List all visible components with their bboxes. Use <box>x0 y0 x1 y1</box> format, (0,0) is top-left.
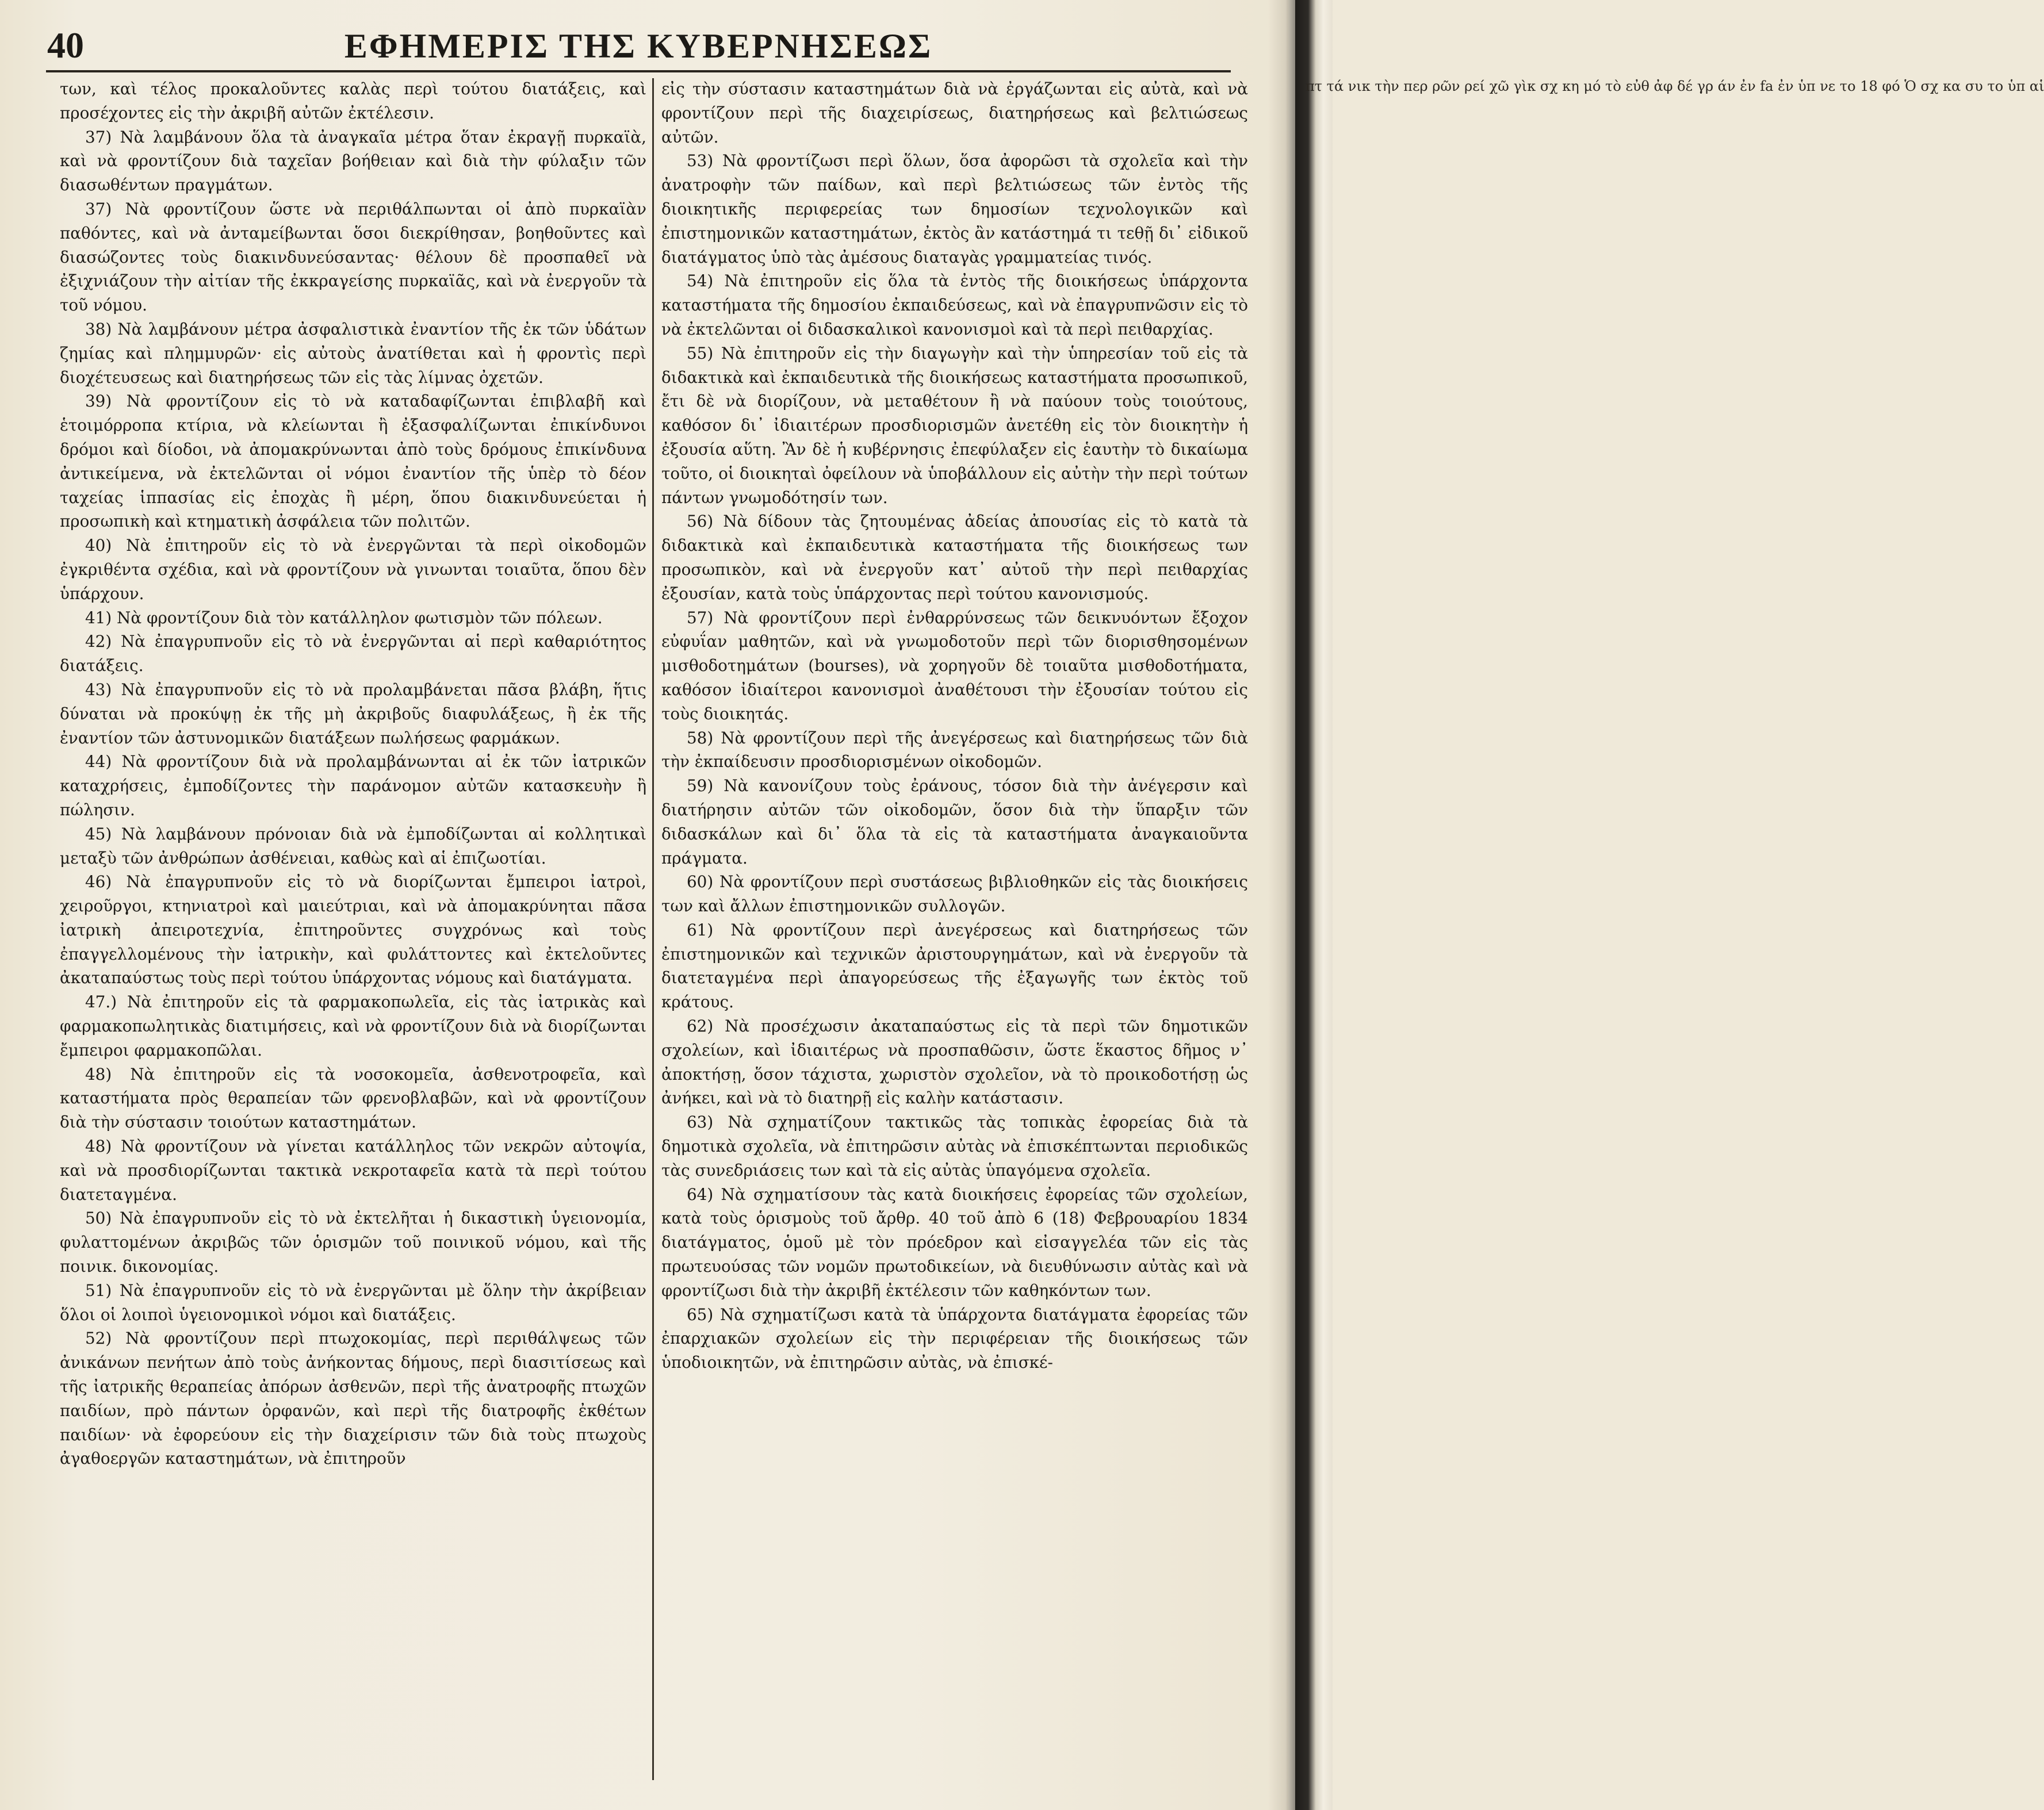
paragraph: 38) Νὰ λαμβάνουν μέτρα ἀσφαλιστικὰ ἐναντίον τῆς ἐκ τῶν ὑδάτων ζημίας καὶ πλημμυρῶν· εἰς αὐτοὺς ἀνατίθεται καὶ ἡ φροντὶς περὶ διοχέτευσεως καὶ διατηρήσεως τῶν εἰς τὰς λίμνας ὀχετῶν. <box>60 319 646 387</box>
paragraph: 39) Νὰ φροντίζουν εἰς τὸ νὰ καταδαφίζωνται ἐπιβλαβῆ καὶ ἑτοιμόρροπα κτίρια, νὰ κλείωνται ἢ ἐξασφαλίζωνται ἐπικίνδυνοι δρόμοι καὶ δίοδοι, νὰ ἀπομακρύνωνται ἀπὸ τοὺς δρόμους ἐπικίνδυνα ἀντικείμενα, νὰ ἐκτελῶνται οἱ νόμοι ἐναντίον τῆς ὑπὲρ τὸ δέον ταχείας ἱππασίας εἰς ἐποχὰς ἢ μέρη, ὅπου διακινδυνεύεται ἡ προσωπικὴ καὶ κτηματικὴ ἀσφάλεια τῶν πολιτῶν. <box>60 392 646 531</box>
paragraph: 47.) Νὰ ἐπιτηροῦν εἰς τὰ φαρμακοπωλεῖα, εἰς τὰς ἰατρικὰς καὶ φαρμακοπωλητικὰς διατιμήσεις, καὶ νὰ φροντίζουν διὰ νὰ διορίζωνται ἔμπειροι φαρμακοπῶλαι. <box>60 992 646 1060</box>
paragraph: 53) Νὰ φροντίζωσι περὶ ὅλων, ὅσα ἀφορῶσι τὰ σχολεῖα καὶ τὴν ἀνατροφὴν τῶν παίδων, καὶ περὶ βελτιώσεως τῶν ἐντὸς τῆς διοικητικῆς περιφερείας των δημοσίων τεχνολογικῶν καὶ ἐπιστημονικῶν καταστημάτων, ἐκτὸς ἂν κατάστημά τι τεθῇ δι᾽ εἰδικοῦ διατάγματος ὑπὸ τὰς ἀμέσους διαταγὰς γραμματείας τινός. <box>661 151 1248 267</box>
running-title: ΕΦΗΜΕΡΙΣ ΤΗΣ ΚΥΒΕΡΝΗΣΕΩΣ <box>344 27 933 65</box>
adjacent-page-text: πτ τά νικ τὴν περ ρῶν ρεί χῶ γὶκ σχ κη μό τὸ εὐθ ἀφ δέ γρ άν ἐν fa ἐν ὑπ νε το 18 φό Ὁ σχ κα συ το ὑπ αἱ <box>1306 78 2044 94</box>
paragraph: 59) Νὰ κανονίζουν τοὺς ἐράνους, τόσον διὰ τὴν ἀνέγερσιν καὶ διατήρησιν αὐτῶν τῶν οἰκοδομῶν, ὅσον διὰ τὴν ὕπαρξιν τῶν διδασκάλων καὶ δι᾽ ὅλα τὰ εἰς τὰ καταστήματα ἀναγκαιοῦντα πράγματα. <box>661 776 1248 868</box>
paragraph: 58) Νὰ φροντίζουν περὶ τῆς ἀνεγέρσεως καὶ διατηρήσεως τῶν διὰ τὴν ἐκπαίδευσιν προσδιορισμένων οἰκοδομῶν. <box>661 728 1248 772</box>
paragraph: 45) Νὰ λαμβάνουν πρόνοιαν διὰ νὰ ἐμποδίζωνται αἱ κολλητικαὶ μεταξὺ τῶν ἀνθρώπων ἀσθένειαι, καθὼς καὶ αἱ ἐπιζωοτίαι. <box>60 824 646 868</box>
paragraph: 55) Νὰ ἐπιτηροῦν εἰς τὴν διαγωγὴν καὶ τὴν ὑπηρεσίαν τοῦ εἰς τὰ διδακτικὰ καὶ ἐκπαιδευτικὰ τῆς διοικήσεως καταστήματα προσωπικοῦ, ἔτι δὲ νὰ διορίζουν, νὰ μεταθέτουν ἢ νὰ παύουν τοὺς τοιούτους, καθόσον δι᾽ ἰδιαιτέρων προσδιορισμῶν ἀνετέθη εἰς τὸν διοικητὴν ἡ ἐξουσία αὕτη. Ἂν δὲ ἡ κυβέρνησις ἐπεφύλαξεν εἰς ἑαυτὴν τὸ δικαίωμα τοῦτο, οἱ διοικηταὶ ὀφείλουν νὰ ὑποβάλλουν εἰς αὐτὴν τὴν περὶ τούτων πάντων γνωμοδότησίν των. <box>661 343 1248 507</box>
paragraph: 52) Νὰ φροντίζουν περὶ πτωχοκομίας, περὶ περιθάλψεως τῶν ἀνικάνων πενήτων ἀπὸ τοὺς ἀνήκοντας δήμους, περὶ διασιτίσεως καὶ τῆς ἰατρικῆς θεραπείας ἀπόρων ἀσθενῶν, περὶ τῆς ἀνατροφῆς πτωχῶν παιδίων, πρὸ πάντων ὀρφανῶν, καὶ περὶ τῆς διατροφῆς ἐκθέτων παιδίων· νὰ ἐφορεύουν εἰς τὴν διαχείρισιν τῶν διὰ τοὺς πτωχοὺς ἀγαθοεργῶν καταστημάτων, νὰ ἐπιτηροῦν <box>60 1329 646 1468</box>
paragraph: 37) Νὰ λαμβάνουν ὅλα τὰ ἀναγκαῖα μέτρα ὅταν ἐκραγῇ πυρκαϊὰ, καὶ νὰ φροντίζουν διὰ ταχεῖαν βοήθειαν καὶ διὰ τὴν φύλαξιν τῶν διασωθέντων πραγμάτων. <box>60 127 646 195</box>
paragraph: 42) Νὰ ἐπαγρυπνοῦν εἰς τὸ νὰ ἐνεργῶνται αἱ περὶ καθαριότητος διατάξεις. <box>60 632 646 676</box>
paragraph: 40) Νὰ ἐπιτηροῦν εἰς τὸ νὰ ἐνεργῶνται τὰ περὶ οἰκοδομῶν ἐγκριθέντα σχέδια, καὶ νὰ φροντίζουν νὰ γινωνται τοιαῦτα, ὅπου δὲν ὑπάρχουν. <box>60 536 646 603</box>
paragraph: 41) Νὰ φροντίζουν διὰ τὸν κατάλληλον φωτισμὸν τῶν πόλεων. <box>85 608 603 627</box>
page-number: 40 <box>47 25 84 66</box>
paragraph: 63) Νὰ σχηματίζουν τακτικῶς τὰς τοπικὰς ἐφορείας διὰ τὰ δημοτικὰ σχολεῖα, νὰ ἐπιτηρῶσιν αὐτὰς νὰ ἐπισκέπτωνται περιοδικῶς τὰς συνεδριάσεις των καὶ τὰ εἰς αὐτὰς ὑπαγόμενα σχολεῖα. <box>661 1113 1248 1180</box>
paragraph: 48) Νὰ φροντίζουν νὰ γίνεται κατάλληλος τῶν νεκρῶν αὐτοψία, καὶ νὰ προσδιορίζωνται τακτικὰ νεκροταφεῖα κατὰ τὰ περὶ τούτου διατεταγμένα. <box>60 1137 646 1204</box>
paragraph: 64) Νὰ σχηματίσουν τὰς κατὰ διοικήσεις ἐφορείας τῶν σχολείων, κατὰ τοὺς ὁρισμοὺς τοῦ ἄρθρ. 40 τοῦ ἀπὸ 6 (18) Φεβρουαρίου 1834 διατάγματος, ὁμοῦ μὲ τὸν πρόεδρον καὶ εἰσαγγελέα τῶν εἰς τὰς πρωτευούσας τῶν νομῶν πρωτοδικείων, νὰ διευθύνωσιν αὐτὰς καὶ νὰ φροντίζωσι διὰ τὴν ἀκριβῆ ἐκτέλεσιν τῶν καθηκόντων των. <box>661 1184 1248 1300</box>
paragraph: 51) Νὰ ἐπαγρυπνοῦν εἰς τὸ νὰ ἐνεργῶνται μὲ ὅλην τὴν ἀκρίβειαν ὅλοι οἱ λοιποὶ ὑγειονομικοὶ νόμοι καὶ διατάξεις. <box>60 1280 646 1324</box>
right-column <box>661 77 1248 1779</box>
paragraph: εἰς τὴν σύστασιν καταστημάτων διὰ νὰ ἐργάζωνται εἰς αὐτὰ, καὶ νὰ φροντίζουν περὶ τῆς διαχειρίσεως, διατηρήσεως καὶ βελτιώσεως αὐτῶν. <box>661 79 1248 147</box>
paragraph: 43) Νὰ ἐπαγρυπνοῦν εἰς τὸ νὰ προλαμβάνεται πᾶσα βλάβη, ἥτις δύναται νὰ προκύψῃ ἐκ τῆς μὴ ἀκριβοῦς διαφυλάξεως, ἢ ἐκ τῆς ἐναντίον τῶν ἀστυνομικῶν διατάξεων πωλήσεως φαρμάκων. <box>60 680 646 747</box>
paragraph: 57) Νὰ φροντίζουν περὶ ἐνθαρρύνσεως τῶν δεικνυόντων ἔξοχον εὐφυΐαν μαθητῶν, καὶ νὰ γνωμοδοτοῦν περὶ τῶν διορισθησομένων μισθοδοτημάτων (bourses), νὰ χορηγοῦν δὲ τοιαῦτα μισθοδοτήματα, καθόσον ἰδιαίτεροι κανονισμοὶ ἀναθέτουσι τὴν ἐξουσίαν τούτου εἰς τοὺς διοικητάς. <box>661 608 1248 723</box>
paragraph: 37) Νὰ φροντίζουν ὥστε νὰ περιθάλπωνται οἱ ἀπὸ πυρκαϊὰν παθόντες, καὶ νὰ ἀνταμείβωνται ὅσοι διεκρίθησαν, βοηθοῦντες καὶ διασώζοντες τοὺς διακινδυνεύσαντας· θέλουν δὲ προσπαθεῖ νὰ ἐξιχνιάζουν τὴν αἰτίαν τῆς ἐκκραγείσης πυρκαϊᾶς, καὶ νὰ ἐνεργοῦν τὰ τοῦ νόμου. <box>60 199 646 315</box>
header-rule <box>46 70 1231 72</box>
paragraph: 50) Νὰ ἐπαγρυπνοῦν εἰς τὸ νὰ ἐκτελῆται ἡ δικαστικὴ ὑγειονομία, φυλαττομένων ἀκριβῶς τῶν ὁρισμῶν τοῦ ποινικοῦ νόμου, καὶ τῆς ποινικ. δικονομίας. <box>60 1209 646 1276</box>
column-divider <box>652 78 654 1780</box>
page-fold-shadow <box>1268 0 1297 1810</box>
paragraph: 44) Νὰ φροντίζουν διὰ νὰ προλαμβάνωνται αἱ ἐκ τῶν ἰατρικῶν καταχρήσεις, ἐμποδίζοντες τὴν παράνομον αὐτῶν κατασκευὴν ἢ πώλησιν. <box>60 752 646 819</box>
left-column <box>60 77 646 1779</box>
page-header <box>40 17 1237 69</box>
paragraph: 56) Νὰ δίδουν τὰς ζητουμένας ἀδείας ἀπουσίας εἰς τὸ κατὰ τὰ διδακτικὰ καὶ ἐκπαιδευτικὰ καταστήματα τῆς διοικήσεως των προσωπικὸν, καὶ νὰ ἐνεργοῦν κατ᾽ αὐτοῦ τὴν περὶ πειθαρχίας ἐξουσίαν, κατὰ τοὺς ὑπάρχοντας περὶ τούτου κανονισμούς. <box>661 512 1248 603</box>
paragraph: 61) Νὰ φροντίζουν περὶ ἀνεγέρσεως καὶ διατηρήσεως τῶν ἐπιστημονικῶν καὶ τεχνικῶν ἀριστουργημάτων, καὶ νὰ ἐνεργοῦν τὰ διατεταγμένα περὶ ἀπαγορεύσεως τῆς ἐξαγωγῆς των ἐκτὸς τοῦ κράτους. <box>661 920 1248 1012</box>
paragraph: των, καὶ τέλος προκαλοῦντες καλὰς περὶ τούτου διατάξεις, καὶ προσέχοντες εἰς τὴν ἀκριβῆ αὐτῶν ἐκτέλεσιν. <box>60 79 646 122</box>
paragraph: 62) Νὰ προσέχωσιν ἀκαταπαύστως εἰς τὰ περὶ τῶν δημοτικῶν σχολείων, καὶ ἰδιαιτέρως νὰ προσπαθῶσιν, ὥστε ἕκαστος δῆμος ν᾽ ἀποκτήσῃ, ὅσον τάχιστα, χωριστὸν σχολεῖον, νὰ τὸ προικοδοτήσῃ ὡς ἀνήκει, καὶ νὰ τὸ διατηρῇ εἰς καλὴν κατάστασιν. <box>661 1017 1248 1108</box>
paragraph: 65) Νὰ σχηματίζωσι κατὰ τὰ ὑπάρχοντα διατάγματα ἐφορείας τῶν ἐπαρχιακῶν σχολείων εἰς τὴν περιφέρειαν τῆς διοικήσεως τῶν ὑποδιοικητῶν, νὰ ἐπιτηρῶσιν αὐτὰς, νὰ ἐπισκέ- <box>661 1305 1248 1372</box>
paragraph: 46) Νὰ ἐπαγρυπνοῦν εἰς τὸ νὰ διορίζωνται ἔμπειροι ἰατροὶ, χειροῦργοι, κτηνιατροὶ καὶ μαιεύτριαι, καὶ νὰ ἀπομακρύνηται πᾶσα ἰατρικὴ ἀπειροτεχνία, ἐπιτηροῦντες συγχρόνως καὶ τοὺς ἐπαγγελλομένους τὴν ἰατρικὴν, καὶ φυλάττοντες καὶ ἐκτελοῦντες ἀκαταπαύστως τοὺς περὶ τούτου ὑπάρχοντας νόμους καὶ διατάγματα. <box>60 872 646 988</box>
paragraph: 60) Νὰ φροντίζουν περὶ συστάσεως βιβλιοθηκῶν εἰς τὰς διοικήσεις των καὶ ἄλλων ἐπιστημονικῶν συλλογῶν. <box>661 872 1248 916</box>
paragraph: 48) Νὰ ἐπιτηροῦν εἰς τὰ νοσοκομεῖα, ἀσθενοτροφεῖα, καὶ καταστήματα πρὸς θεραπείαν τῶν φρενοβλαβῶν, καὶ νὰ φροντίζουν διὰ τὴν σύστασιν τοιούτων καταστημάτων. <box>60 1064 646 1132</box>
paragraph: 54) Νὰ ἐπιτηροῦν εἰς ὅλα τὰ ἐντὸς τῆς διοικήσεως ὑπάρχοντα καταστήματα τῆς δημοσίου ἐκπαιδεύσεως, καὶ νὰ ἐπαγρυπνῶσιν εἰς τὸ νὰ ἐκτελῶνται οἱ διδασκαλικοὶ κανονισμοὶ καὶ τὰ περὶ πειθαρχίας. <box>661 271 1248 339</box>
